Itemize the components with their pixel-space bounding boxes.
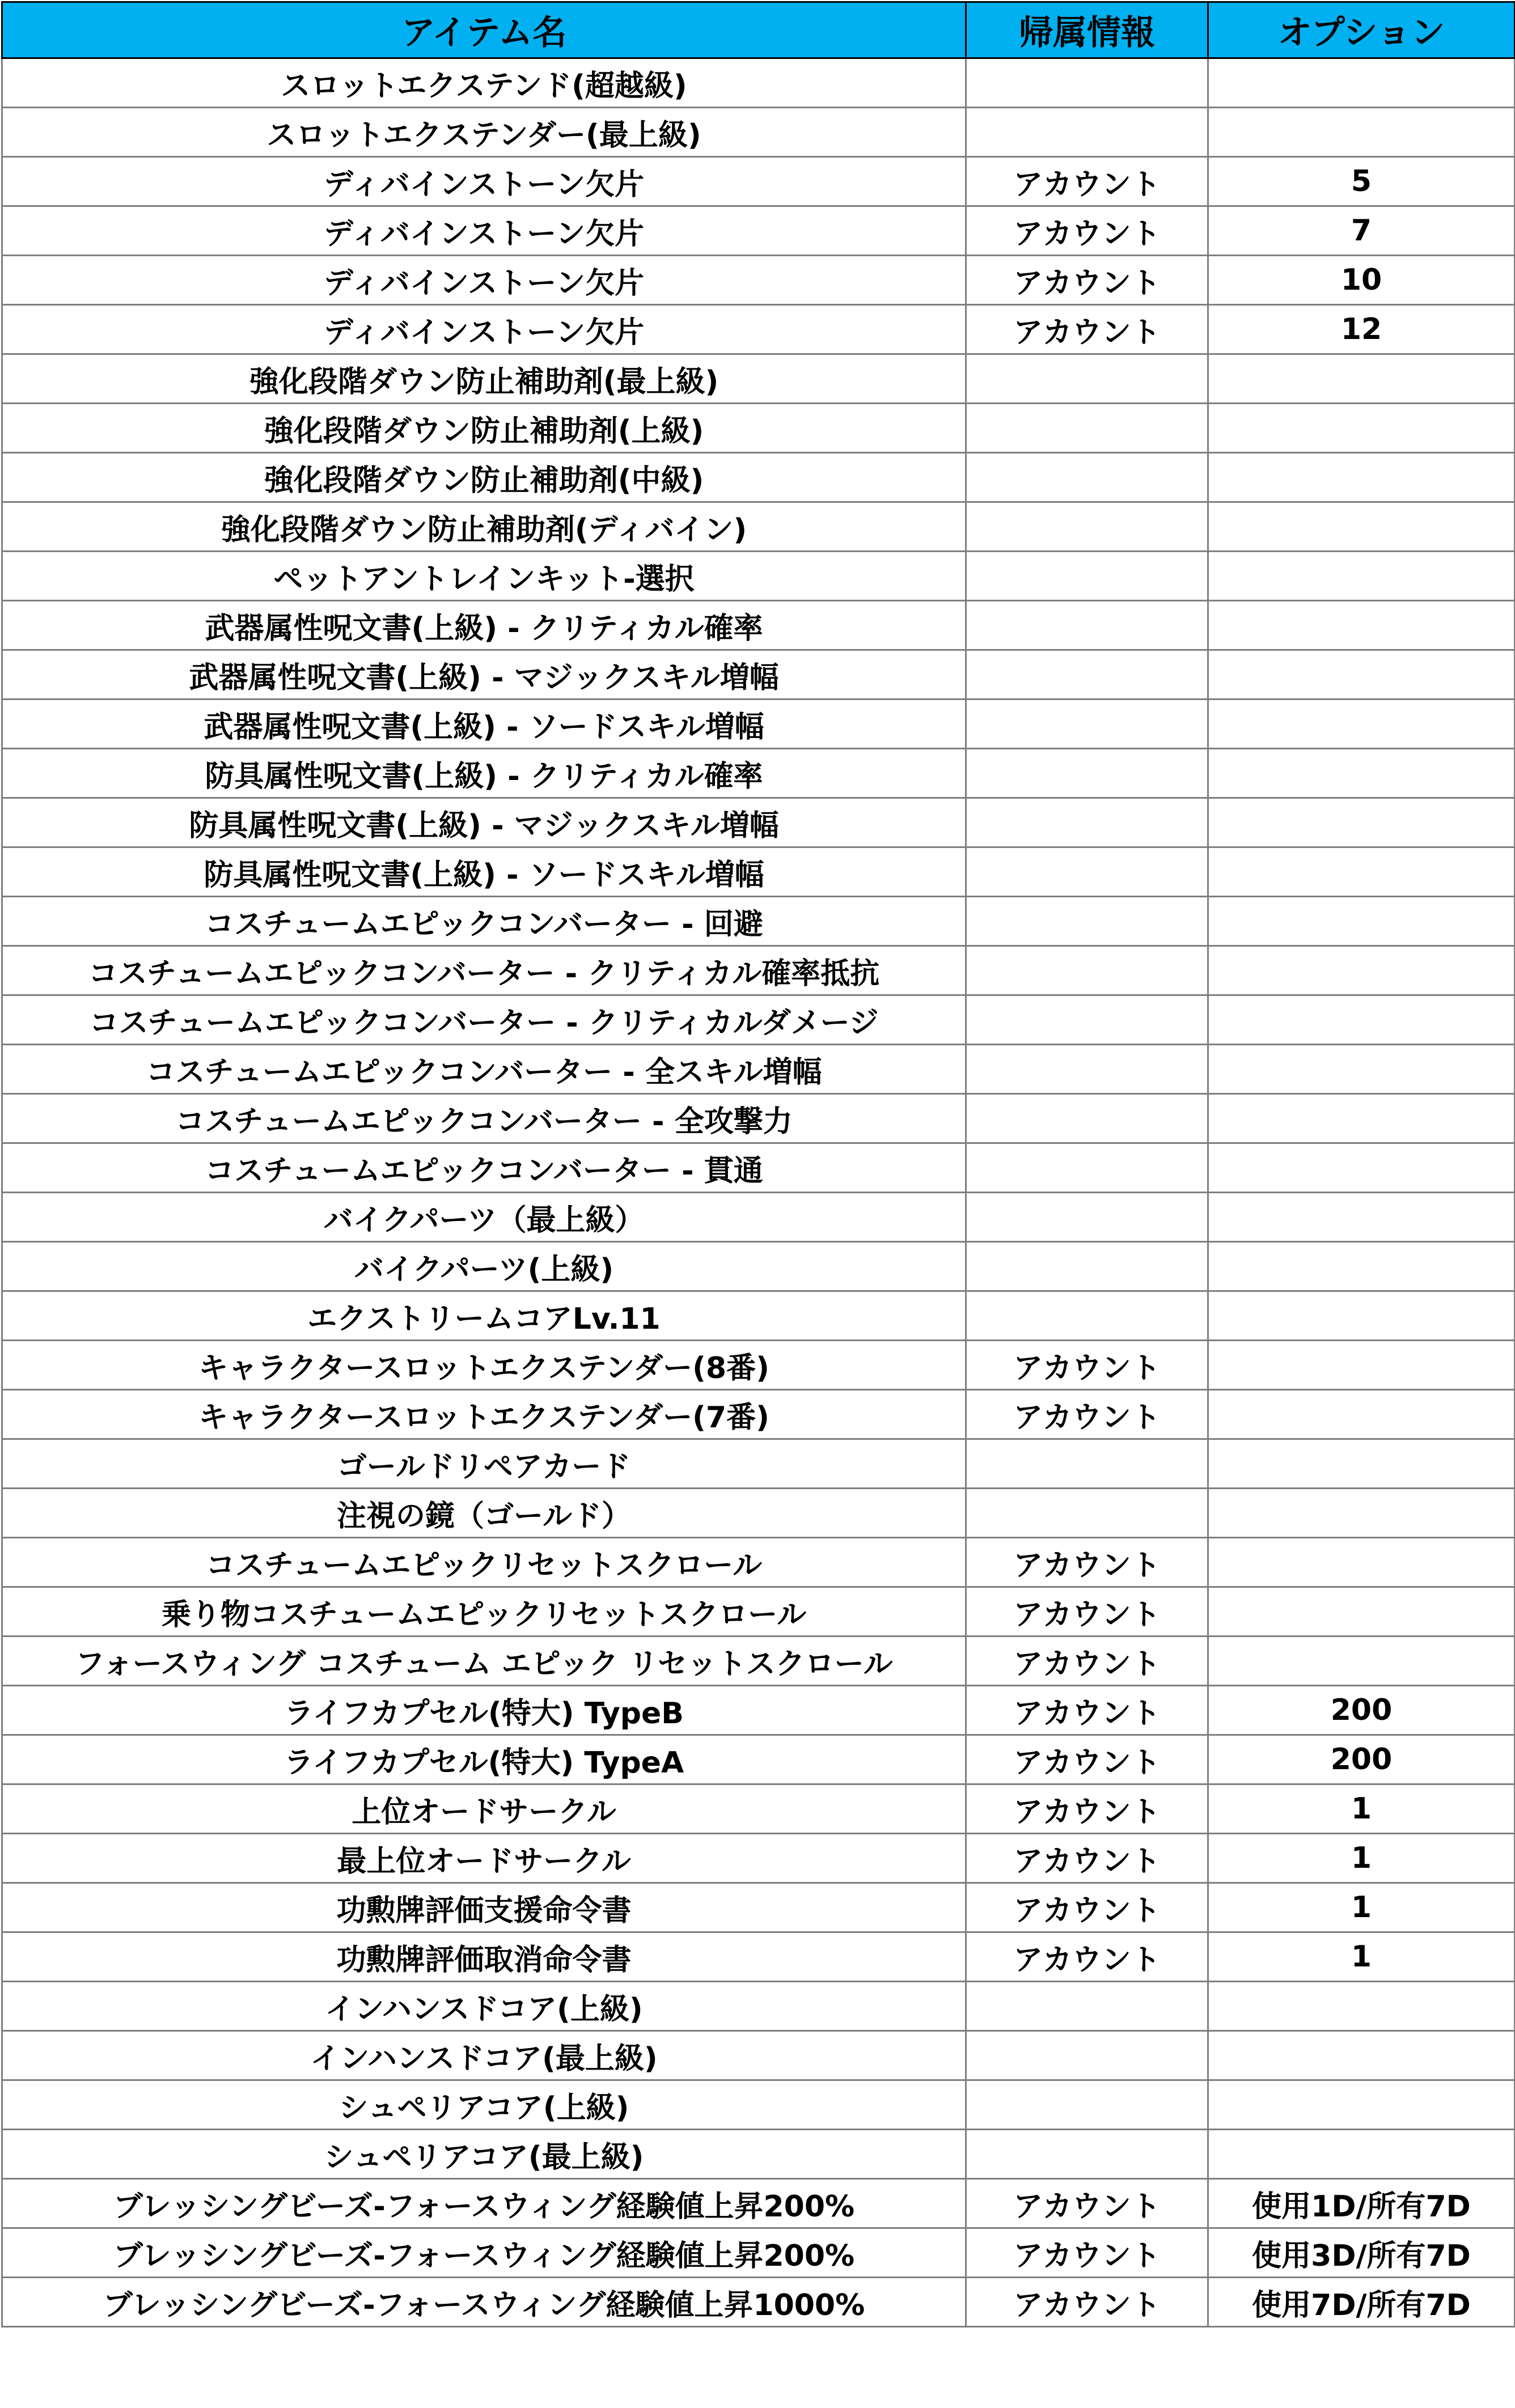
- binding-cell: [966, 1143, 1208, 1193]
- binding-cell: [966, 1094, 1208, 1143]
- binding-cell: アカウント: [966, 157, 1208, 206]
- item-name-cell: 最上位オードサークル: [2, 1834, 966, 1883]
- binding-cell: [966, 1291, 1208, 1341]
- item-name-cell: バイクパーツ(上級): [2, 1242, 966, 1291]
- table-row: [2, 1439, 1515, 1489]
- item-name-cell: キャラクタースロットエクステンダー(8番): [2, 1341, 966, 1390]
- binding-cell: アカウント: [966, 1341, 1208, 1390]
- item-name-cell: ブレッシングビーズ-フォースウィング経験値上昇200%: [2, 2179, 966, 2228]
- table-row: [2, 108, 1515, 157]
- option-cell: [1208, 847, 1515, 897]
- binding-cell: [966, 2130, 1208, 2179]
- item-name-cell: シュペリアコア(上級): [2, 2080, 966, 2130]
- table-row: [2, 1932, 1515, 1982]
- binding-cell: [966, 1982, 1208, 2031]
- table-row: [2, 1143, 1515, 1193]
- option-cell: [1208, 1982, 1515, 2031]
- item-name-cell: スロットエクステンダー(最上級): [2, 108, 966, 157]
- binding-cell: [966, 1489, 1208, 1538]
- table-row: [2, 453, 1515, 502]
- option-cell: [1208, 1390, 1515, 1439]
- item-name-cell: コスチュームエピックコンバーター - 全攻撃力: [2, 1094, 966, 1143]
- table-row: [2, 354, 1515, 404]
- item-name-cell: コスチュームエピックコンバーター - クリティカル確率抵抗: [2, 946, 966, 995]
- table-row: [2, 305, 1515, 354]
- binding-cell: アカウント: [966, 1587, 1208, 1637]
- binding-cell: アカウント: [966, 1834, 1208, 1883]
- table-row: [2, 1489, 1515, 1538]
- item-name-cell: ゴールドリペアカード: [2, 1439, 966, 1489]
- item-name-cell: ライフカプセル(特大) TypeA: [2, 1735, 966, 1784]
- binding-cell: アカウント: [966, 2179, 1208, 2228]
- table-row: [2, 2179, 1515, 2228]
- binding-cell: [966, 453, 1208, 502]
- item-name-cell: コスチュームエピックコンバーター - 貫通: [2, 1143, 966, 1193]
- item-name-cell: 防具属性呪文書(上級) - ソードスキル増幅: [2, 847, 966, 897]
- table-row: [2, 502, 1515, 552]
- option-cell: 200: [1208, 1735, 1515, 1784]
- binding-cell: アカウント: [966, 305, 1208, 354]
- binding-cell: アカウント: [966, 2278, 1208, 2327]
- binding-cell: [966, 847, 1208, 897]
- table-row: [2, 58, 1515, 108]
- option-cell: [1208, 1341, 1515, 1390]
- item-name-cell: ペットアントレインキット-選択: [2, 552, 966, 601]
- item-table: [1, 1, 1515, 2328]
- table-row: [2, 2031, 1515, 2080]
- item-name-cell: ディバインストーン欠片: [2, 256, 966, 305]
- option-cell: [1208, 650, 1515, 699]
- item-name-cell: エクストリームコアLv.11: [2, 1291, 966, 1341]
- table-body: [2, 58, 1515, 2327]
- binding-cell: [966, 897, 1208, 946]
- binding-cell: [966, 946, 1208, 995]
- table-row: [2, 1637, 1515, 1686]
- option-cell: 1: [1208, 1784, 1515, 1834]
- option-cell: 使用3D/所有7D: [1208, 2228, 1515, 2278]
- table-row: [2, 1242, 1515, 1291]
- table-row: [2, 1390, 1515, 1439]
- item-name-cell: 功勲牌評価取消命令書: [2, 1932, 966, 1982]
- option-cell: [1208, 995, 1515, 1045]
- binding-cell: [966, 502, 1208, 552]
- table-row: [2, 1341, 1515, 1390]
- option-cell: [1208, 1489, 1515, 1538]
- binding-cell: [966, 404, 1208, 453]
- option-cell: 使用1D/所有7D: [1208, 2179, 1515, 2228]
- option-cell: [1208, 946, 1515, 995]
- option-cell: [1208, 2130, 1515, 2179]
- table-row: [2, 2228, 1515, 2278]
- table-row: [2, 2080, 1515, 2130]
- binding-cell: アカウント: [966, 1735, 1208, 1784]
- table-row: [2, 256, 1515, 305]
- binding-cell: アカウント: [966, 2228, 1208, 2278]
- option-cell: 200: [1208, 1686, 1515, 1735]
- option-cell: [1208, 601, 1515, 650]
- item-name-cell: ディバインストーン欠片: [2, 157, 966, 206]
- table-row: [2, 995, 1515, 1045]
- table-row: [2, 1291, 1515, 1341]
- table-row: [2, 946, 1515, 995]
- binding-cell: アカウント: [966, 1686, 1208, 1735]
- table-row: [2, 847, 1515, 897]
- table-row: [2, 1045, 1515, 1094]
- option-cell: [1208, 453, 1515, 502]
- option-cell: 使用7D/所有7D: [1208, 2278, 1515, 2327]
- item-name-cell: シュペリアコア(最上級): [2, 2130, 966, 2179]
- item-name-cell: ディバインストーン欠片: [2, 305, 966, 354]
- binding-cell: アカウント: [966, 206, 1208, 256]
- item-name-cell: 武器属性呪文書(上級) - マジックスキル増幅: [2, 650, 966, 699]
- option-cell: [1208, 1439, 1515, 1489]
- option-cell: [1208, 1143, 1515, 1193]
- binding-cell: [966, 749, 1208, 798]
- item-name-cell: フォースウィング コスチューム エピック リセットスクロール: [2, 1637, 966, 1686]
- table-row: [2, 1686, 1515, 1735]
- option-cell: [1208, 2080, 1515, 2130]
- item-name-cell: ライフカプセル(特大) TypeB: [2, 1686, 966, 1735]
- table-row: [2, 1735, 1515, 1784]
- item-name-cell: コスチュームエピックコンバーター - クリティカルダメージ: [2, 995, 966, 1045]
- binding-cell: [966, 798, 1208, 847]
- table-row: [2, 1982, 1515, 2031]
- item-name-cell: 武器属性呪文書(上級) - ソードスキル増幅: [2, 699, 966, 749]
- table-row: [2, 2130, 1515, 2179]
- item-name-cell: キャラクタースロットエクステンダー(7番): [2, 1390, 966, 1439]
- binding-cell: [966, 601, 1208, 650]
- table-row: [2, 404, 1515, 453]
- option-cell: [1208, 699, 1515, 749]
- option-cell: [1208, 1637, 1515, 1686]
- binding-cell: [966, 995, 1208, 1045]
- option-cell: 1: [1208, 1932, 1515, 1982]
- binding-cell: アカウント: [966, 1390, 1208, 1439]
- item-name-cell: ブレッシングビーズ-フォースウィング経験値上昇1000%: [2, 2278, 966, 2327]
- binding-cell: [966, 699, 1208, 749]
- option-cell: 10: [1208, 256, 1515, 305]
- option-cell: 1: [1208, 1834, 1515, 1883]
- item-name-cell: 上位オードサークル: [2, 1784, 966, 1834]
- option-cell: [1208, 1587, 1515, 1637]
- binding-cell: [966, 58, 1208, 108]
- table-row: [2, 897, 1515, 946]
- binding-cell: [966, 354, 1208, 404]
- option-cell: [1208, 2031, 1515, 2080]
- table-row: [2, 601, 1515, 650]
- option-cell: [1208, 798, 1515, 847]
- binding-cell: [966, 2080, 1208, 2130]
- item-name-cell: インハンスドコア(上級): [2, 1982, 966, 2031]
- table-row: [2, 1883, 1515, 1932]
- table-row: [2, 749, 1515, 798]
- table-row: [2, 1784, 1515, 1834]
- binding-cell: [966, 1045, 1208, 1094]
- table-row: [2, 1834, 1515, 1883]
- binding-cell: アカウント: [966, 1784, 1208, 1834]
- option-cell: [1208, 58, 1515, 108]
- option-cell: [1208, 897, 1515, 946]
- table-row: [2, 206, 1515, 256]
- binding-cell: [966, 650, 1208, 699]
- item-name-cell: 防具属性呪文書(上級) - マジックスキル増幅: [2, 798, 966, 847]
- binding-cell: [966, 2031, 1208, 2080]
- binding-cell: アカウント: [966, 1883, 1208, 1932]
- option-cell: [1208, 354, 1515, 404]
- header-binding: 帰属情報: [966, 2, 1208, 58]
- binding-cell: アカウント: [966, 1932, 1208, 1982]
- item-name-cell: ブレッシングビーズ-フォースウィング経験値上昇200%: [2, 2228, 966, 2278]
- table-row: [2, 157, 1515, 206]
- binding-cell: アカウント: [966, 1538, 1208, 1587]
- table-row: [2, 1094, 1515, 1143]
- binding-cell: アカウント: [966, 1637, 1208, 1686]
- item-name-cell: 乗り物コスチュームエピックリセットスクロール: [2, 1587, 966, 1637]
- item-name-cell: スロットエクステンド(超越級): [2, 58, 966, 108]
- item-name-cell: 武器属性呪文書(上級) - クリティカル確率: [2, 601, 966, 650]
- binding-cell: [966, 552, 1208, 601]
- option-cell: [1208, 404, 1515, 453]
- item-name-cell: 強化段階ダウン防止補助剤(最上級): [2, 354, 966, 404]
- item-name-cell: 注視の鏡（ゴールド）: [2, 1489, 966, 1538]
- table-row: [2, 650, 1515, 699]
- option-cell: 12: [1208, 305, 1515, 354]
- item-name-cell: コスチュームエピックコンバーター - 回避: [2, 897, 966, 946]
- binding-cell: アカウント: [966, 256, 1208, 305]
- item-name-cell: 強化段階ダウン防止補助剤(上級): [2, 404, 966, 453]
- item-name-cell: ディバインストーン欠片: [2, 206, 966, 256]
- item-name-cell: 強化段階ダウン防止補助剤(ディバイン): [2, 502, 966, 552]
- binding-cell: [966, 1242, 1208, 1291]
- binding-cell: [966, 1193, 1208, 1242]
- item-name-cell: 防具属性呪文書(上級) - クリティカル確率: [2, 749, 966, 798]
- item-name-cell: コスチュームエピックコンバーター - 全スキル増幅: [2, 1045, 966, 1094]
- table-row: [2, 699, 1515, 749]
- option-cell: 7: [1208, 206, 1515, 256]
- option-cell: [1208, 1291, 1515, 1341]
- table-row: [2, 2278, 1515, 2327]
- option-cell: [1208, 749, 1515, 798]
- option-cell: [1208, 1193, 1515, 1242]
- table-row: [2, 1587, 1515, 1637]
- table-row: [2, 1538, 1515, 1587]
- item-name-cell: インハンスドコア(最上級): [2, 2031, 966, 2080]
- table-row: [2, 798, 1515, 847]
- header-item-name: アイテム名: [2, 2, 966, 58]
- option-cell: [1208, 1538, 1515, 1587]
- binding-cell: [966, 108, 1208, 157]
- option-cell: [1208, 108, 1515, 157]
- option-cell: [1208, 552, 1515, 601]
- option-cell: [1208, 502, 1515, 552]
- table-header: [2, 2, 1515, 58]
- table-row: [2, 552, 1515, 601]
- option-cell: 5: [1208, 157, 1515, 206]
- header-row: [2, 2, 1515, 58]
- item-name-cell: コスチュームエピックリセットスクロール: [2, 1538, 966, 1587]
- table-row: [2, 1193, 1515, 1242]
- binding-cell: [966, 1439, 1208, 1489]
- option-cell: [1208, 1094, 1515, 1143]
- item-name-cell: 強化段階ダウン防止補助剤(中級): [2, 453, 966, 502]
- item-name-cell: バイクパーツ（最上級）: [2, 1193, 966, 1242]
- item-name-cell: 功勲牌評価支援命令書: [2, 1883, 966, 1932]
- option-cell: [1208, 1045, 1515, 1094]
- header-option: オプション: [1208, 2, 1515, 58]
- option-cell: [1208, 1242, 1515, 1291]
- option-cell: 1: [1208, 1883, 1515, 1932]
